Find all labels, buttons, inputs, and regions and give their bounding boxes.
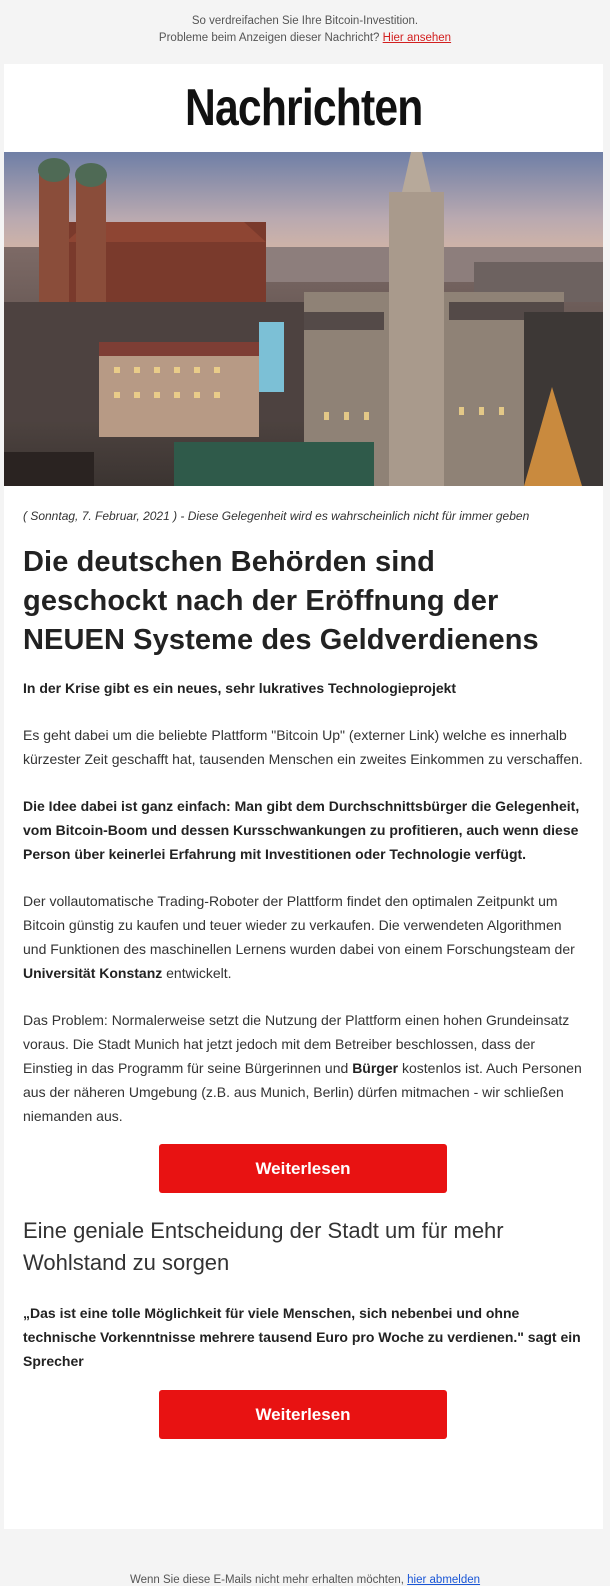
paragraph-3-bold: Universität Konstanz	[23, 965, 163, 981]
dateline: ( Sonntag, 7. Februar, 2021 ) - Diese Gelegenheit wird es wahrscheinlich nicht für immer geben	[23, 509, 530, 523]
paragraph-4-end: kostenlos ist. Auch Personen aus der näheren Umgebung (z.B. aus Munich, Berlin) dürfen mitmachen - wir schließen niemanden aus.	[23, 1060, 582, 1124]
masthead-title: Nachrichten	[184, 79, 423, 137]
paragraph-4-text: Das Problem: Normalerweise setzt die Nutzung der Plattform einen hohen Grundeinsatz voraus. Die Stadt Munich hat jetzt jedoch mit dem Betreiber beschlossen, dass der Einstieg in das Programm für seine Bürgerinnen und	[23, 1012, 570, 1076]
masthead	[4, 64, 603, 152]
paragraph-4-bold: Bürger	[352, 1060, 399, 1076]
lead-paragraph: In der Krise gibt es ein neues, sehr lukratives Technologieprojekt	[23, 680, 457, 696]
read-more-button-2[interactable]: Weiterlesen	[159, 1390, 447, 1439]
cta-1-wrap	[23, 1144, 583, 1193]
footer	[0, 1574, 610, 1586]
paragraph-3-end: entwickelt.	[166, 965, 232, 981]
paragraph-1: Es geht dabei um die beliebte Plattform "Bitcoin Up" (externer Link) welche es innerhalb kürzester Zeit geschafft hat, tausenden Menschen ein zweites Einkommen zu verschaffen.	[23, 727, 583, 767]
subheadline: Eine geniale Entscheidung der Stadt um für mehr Wohlstand zu sorgen	[23, 1218, 504, 1275]
unsubscribe-link[interactable]: hier abmelden	[407, 1574, 481, 1586]
paragraph-4	[23, 1008, 583, 1128]
paragraph-3	[23, 889, 583, 985]
headline: Die deutschen Behörden sind geschockt nach der Eröffnung der NEUEN Systeme des Geldverdienens	[23, 546, 539, 656]
article-body	[4, 508, 603, 1439]
paragraph-2: Die Idee dabei ist ganz einfach: Man gibt dem Durchschnittsbürger die Gelegenheit, vom Bitcoin-Boom und dessen Kursschwankungen zu profitieren, auch wenn diese Person über keinerlei Erfahrung mit Investitionen oder Technologie verfügt.	[23, 798, 580, 862]
preheader	[0, 0, 610, 64]
newsletter-card	[4, 64, 603, 1529]
quote-paragraph: „Das ist eine tolle Möglichkeit für viele Menschen, sich nebenbei und ohne technische Vorkenntnisse mehrere tausend Euro pro Woche zu verdienen." sagt ein Sprecher	[23, 1305, 581, 1369]
preheader-line1: So verdreifachen Sie Ihre Bitcoin-Investition.	[191, 15, 419, 27]
view-online-link[interactable]: Hier ansehen	[382, 32, 452, 44]
paragraph-3-text: Der vollautomatische Trading-Roboter der Plattform findet den optimalen Zeitpunkt um Bitcoin günstig zu kaufen und teuer wieder zu verkaufen. Die verwendeten Algorithmen und Funktionen des maschinellen Lernens wurden dabei von einem Forschungsteam der	[23, 893, 575, 957]
footer-text: Wenn Sie diese E-Mails nicht mehr erhalten möchten,	[129, 1574, 404, 1586]
read-more-button-1[interactable]: Weiterlesen	[159, 1144, 447, 1193]
preheader-line2-text: Probleme beim Anzeigen dieser Nachricht?	[158, 32, 380, 44]
cta-2-wrap	[23, 1390, 583, 1439]
preheader-line2	[0, 30, 610, 47]
hero-image[interactable]	[4, 152, 603, 486]
